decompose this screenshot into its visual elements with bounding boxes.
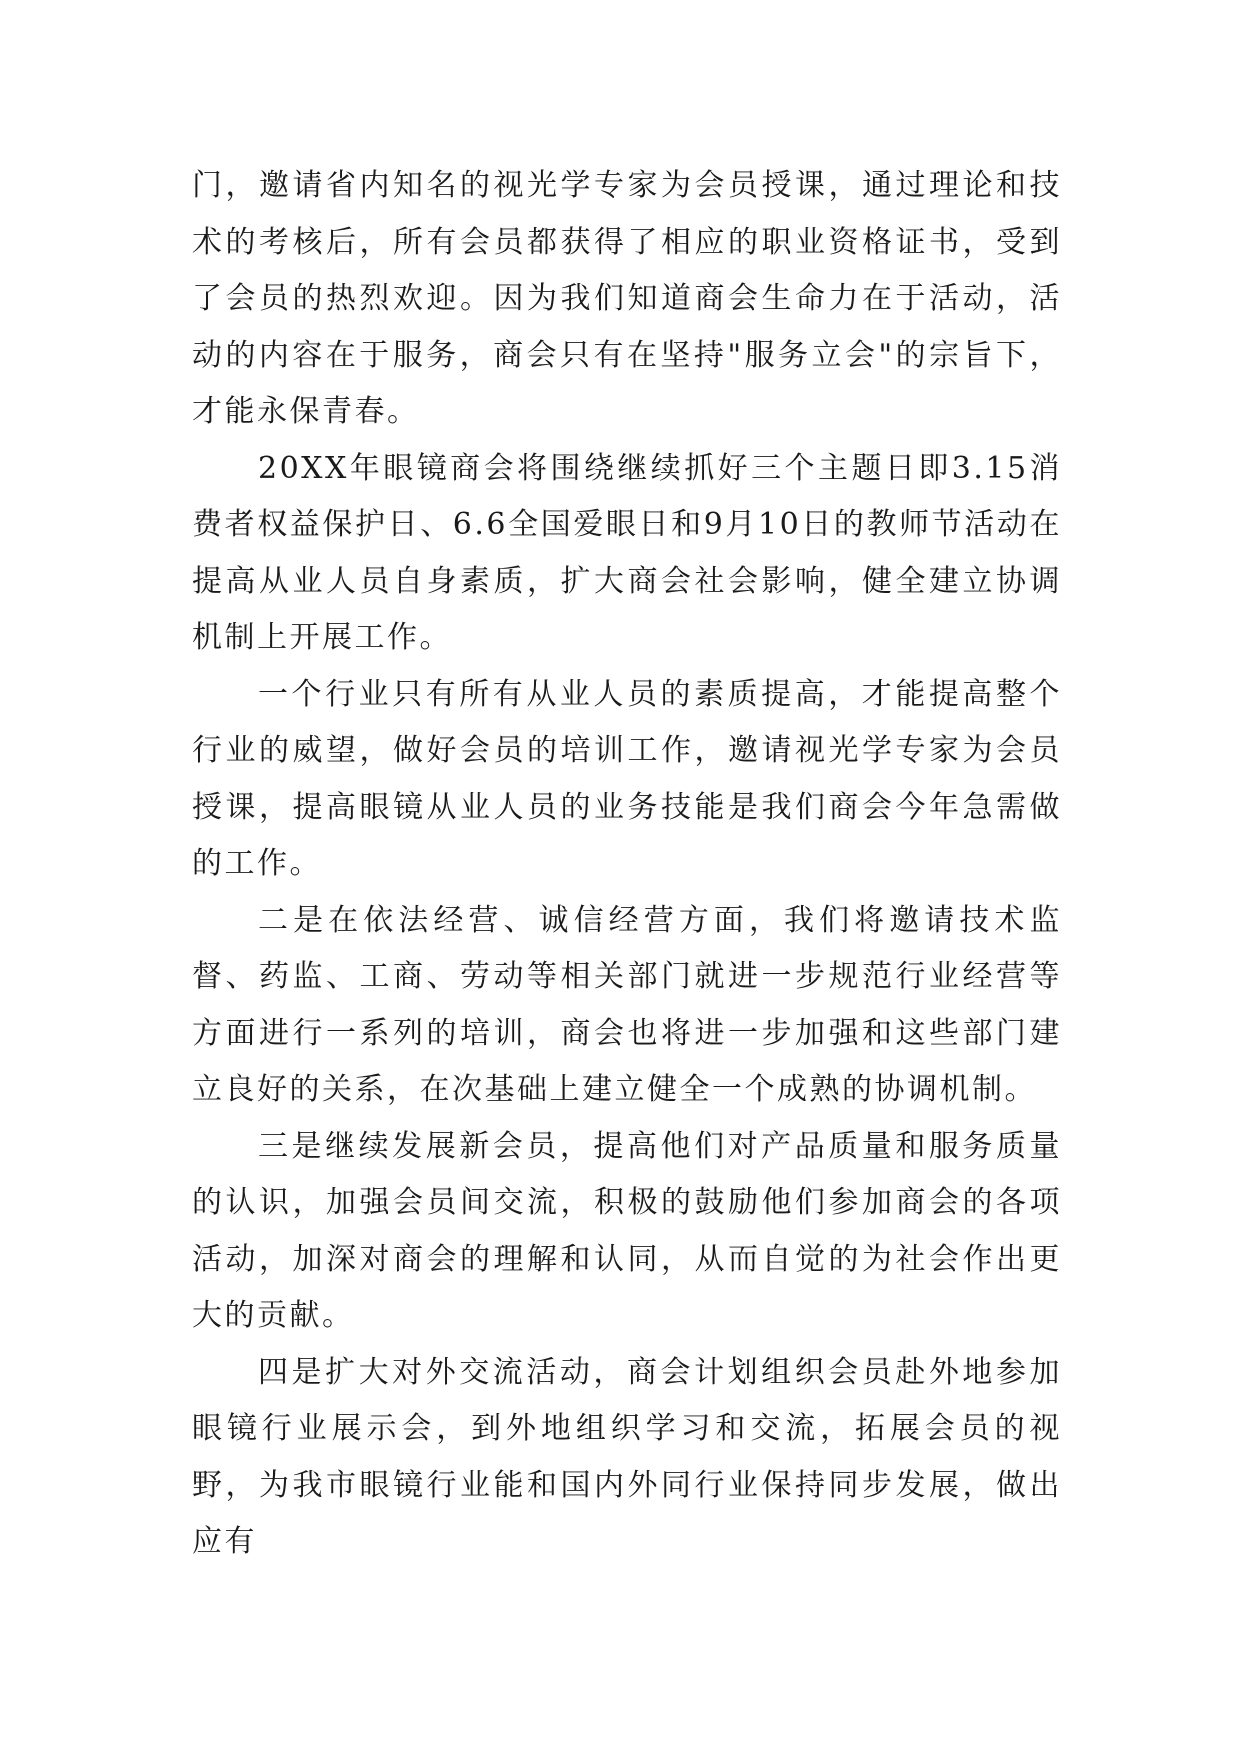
paragraph-annual-plan: 20XX年眼镜商会将围绕继续抓好三个主题日即3.15消费者权益保护日、6.6全国爱眼日和9月10日的教师节活动在提高从业人员自身素质，扩大商会社会影响，健全建立协调机制上开展工作。 [192,450,1062,655]
paragraph-continuation: 门，邀请省内知名的视光学专家为会员授课，通过理论和技术的考核后，所有会员都获得了相应的职业资格证书，受到了会员的热烈欢迎。因为我们知道商会生命力在于活动，活动的内容在于服务，商会只有在坚持"服务立会"的宗旨下，才能永保青春。 [192,168,1062,429]
paragraph-point-three: 三是继续发展新会员，提高他们对产品质量和服务质量的认识，加强会员间交流，积极的鼓励他们参加商会的各项活动，加深对商会的理解和认同，从而自觉的为社会作出更大的贡献。 [192,1128,1062,1333]
paragraph-point-two: 二是在依法经营、诚信经营方面，我们将邀请技术监督、药监、工商、劳动等相关部门就进一步规范行业经营等方面进行一系列的培训，商会也将进一步加强和这些部门建立良好的关系，在次基础上建立健全一个成熟的协调机制。 [192,902,1062,1107]
document-body [192,158,1062,1571]
paragraph-training: 一个行业只有所有从业人员的素质提高，才能提高整个行业的威望，做好会员的培训工作，邀请视光学专家为会员授课，提高眼镜从业人员的业务技能是我们商会今年急需做的工作。 [192,676,1062,881]
paragraph-point-four: 四是扩大对外交流活动，商会计划组织会员赴外地参加眼镜行业展示会，到外地组织学习和交流，拓展会员的视野，为我市眼镜行业能和国内外同行业保持同步发展，做出应有 [192,1354,1062,1559]
